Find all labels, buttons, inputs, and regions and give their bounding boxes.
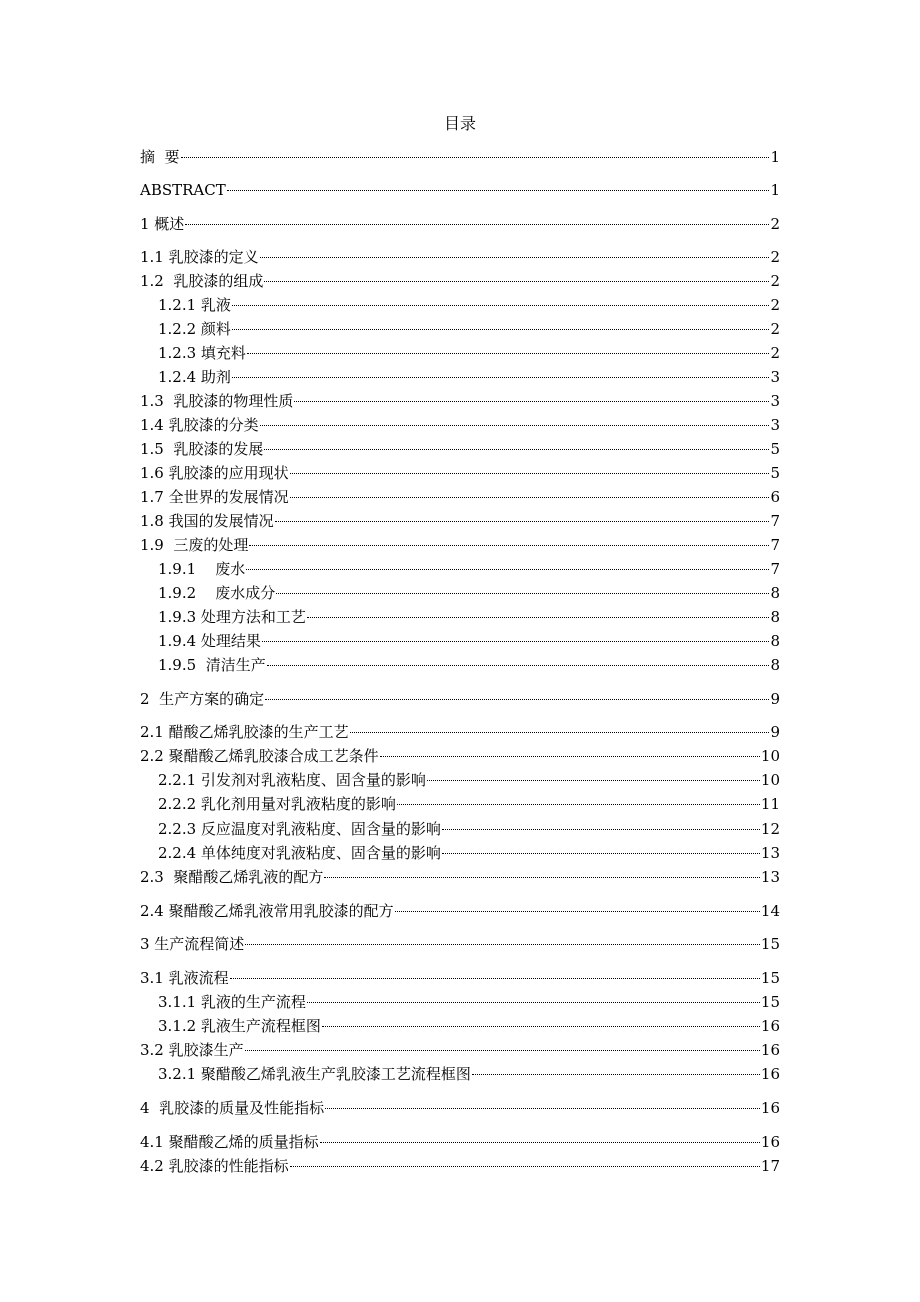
toc-entry[interactable] [158,1063,780,1085]
toc-entry[interactable] [158,654,780,676]
toc-entry[interactable] [140,246,780,268]
toc-page-number: 8 [770,632,780,650]
toc-entry-label: 2.4 聚醋酸乙烯乳液常用乳胶漆的配方 [140,902,394,920]
toc-page-number: 9 [770,723,780,741]
toc-dot-leader [322,1026,760,1027]
toc-entry[interactable] [140,1155,780,1177]
toc-entry-label: 1.9.1 废水 [158,560,246,578]
toc-entry-label: 摘 要 [140,148,180,166]
toc-dot-leader [181,157,770,158]
toc-entry[interactable] [158,991,780,1013]
toc-entry[interactable] [158,630,780,652]
toc-entry[interactable] [158,582,780,604]
toc-page-number: 10 [760,771,780,789]
toc-entry-label: 4.1 聚醋酸乙烯的质量指标 [140,1133,319,1151]
toc-page-number: 2 [770,296,780,314]
toc-dot-leader [265,699,769,700]
toc-dot-leader [245,1050,760,1051]
toc-entry-label: 1.9.3 处理方法和工艺 [158,608,306,626]
toc-entry[interactable] [140,510,780,532]
toc-entry[interactable] [140,462,780,484]
toc-dot-leader [307,617,770,618]
toc-page-number: 13 [760,868,780,886]
toc-dot-leader [275,521,770,522]
toc-page-number: 5 [770,464,780,482]
toc-entry-label: 1.2.3 填充料 [158,344,246,362]
toc-entry-label: 3.1 乳液流程 [140,969,229,987]
toc-entry[interactable] [140,534,780,556]
toc-page-number: 16 [760,1099,780,1117]
toc-entry-label: ABSTRACT [140,181,226,199]
toc-dot-leader [290,473,770,474]
toc-entry-label: 1.1 乳胶漆的定义 [140,248,259,266]
toc-entry-label: 1.2.1 乳液 [158,296,231,314]
toc-page-number: 11 [760,795,780,813]
toc-entry-label: 1.2 乳胶漆的组成 [140,272,264,290]
toc-dot-leader [260,257,770,258]
toc-entry-label: 3.2.1 聚醋酸乙烯乳液生产乳胶漆工艺流程框图 [158,1065,471,1083]
toc-page-number: 16 [760,1041,780,1059]
toc-dot-leader [264,281,769,282]
toc-page-number: 9 [770,690,780,708]
toc-entry-label: 1.9.2 废水成分 [158,584,276,602]
toc-entry-label: 1.5 乳胶漆的发展 [140,440,264,458]
toc-entry[interactable] [158,793,780,815]
toc-entry[interactable] [158,769,780,791]
toc-entry-label: 1.4 乳胶漆的分类 [140,416,259,434]
toc-entry[interactable] [158,342,780,364]
toc-entry[interactable] [158,842,780,864]
toc-dot-leader [325,1108,760,1109]
toc-entry-label: 3 生产流程简述 [140,935,245,953]
toc-entry-label: 1.9.5 清洁生产 [158,656,266,674]
toc-entry[interactable] [140,414,780,436]
toc-entry[interactable] [140,745,780,767]
toc-page-number: 2 [770,248,780,266]
toc-dot-leader [232,377,770,378]
toc-entry[interactable] [158,1015,780,1037]
toc-dot-leader [232,305,770,306]
toc-dot-leader [442,829,760,830]
toc-page-number: 15 [760,935,780,953]
toc-dot-leader [246,569,769,570]
toc-entry[interactable] [140,967,780,989]
toc-dot-leader [442,853,760,854]
toc-page-number: 13 [760,844,780,862]
toc-dot-leader [307,1002,760,1003]
toc-entry-label: 1 概述 [140,215,185,233]
toc-dot-leader [267,665,770,666]
toc-dot-leader [185,224,769,225]
toc-page-number: 3 [770,392,780,410]
toc-page-number: 8 [770,656,780,674]
toc-dot-leader [245,944,760,945]
toc-page-number: 16 [760,1065,780,1083]
toc-page-number: 2 [770,272,780,290]
toc-title: 目录 [443,114,476,133]
toc-dot-leader [232,329,770,330]
toc-entry[interactable] [140,1097,780,1119]
toc-entry-label: 1.2.4 助剂 [158,368,231,386]
toc-entry-label: 3.2 乳胶漆生产 [140,1041,244,1059]
toc-entry-label: 1.6 乳胶漆的应用现状 [140,464,289,482]
toc-page-number: 1 [770,148,780,166]
toc-dot-leader [320,1142,760,1143]
toc-dot-leader [472,1074,760,1075]
toc-dot-leader [294,401,769,402]
toc-page-number: 14 [760,902,780,920]
toc-dot-leader [247,353,770,354]
toc-dot-leader [395,911,760,912]
toc-dot-leader [249,545,769,546]
toc-page-number: 12 [760,820,780,838]
toc-dot-leader [262,641,770,642]
toc-page-number: 8 [770,584,780,602]
toc-dot-leader [276,593,769,594]
toc-page-number: 6 [770,488,780,506]
toc-entry[interactable] [140,438,780,460]
toc-page-number: 1 [770,181,780,199]
toc-entry-label: 2.2.4 单体纯度对乳液粘度、固含量的影响 [158,844,441,862]
toc-dot-leader [397,804,760,805]
toc-entry-label: 1.8 我国的发展情况 [140,512,274,530]
toc-entry-label: 3.1.2 乳液生产流程框图 [158,1017,321,1035]
toc-entry-label: 1.9.4 处理结果 [158,632,261,650]
toc-page-number: 16 [760,1017,780,1035]
toc-dot-leader [260,425,770,426]
toc-entry-label: 2.2 聚醋酸乙烯乳胶漆合成工艺条件 [140,747,379,765]
toc-page-number: 16 [760,1133,780,1151]
toc-entry-label: 4.2 乳胶漆的性能指标 [140,1157,289,1175]
toc-entry[interactable] [140,179,780,201]
toc-entry[interactable] [158,818,780,840]
toc-entry[interactable] [140,1039,780,1061]
toc-page-number: 3 [770,368,780,386]
toc-entry-label: 2 生产方案的确定 [140,690,265,708]
toc-entry[interactable] [140,933,780,955]
toc-page-number: 8 [770,608,780,626]
toc-dot-leader [290,497,770,498]
toc-page-number: 15 [760,969,780,987]
toc-entry[interactable] [158,558,780,580]
toc-entry[interactable] [140,486,780,508]
toc-entry[interactable] [140,688,780,710]
toc-page-number: 3 [770,416,780,434]
toc-entry[interactable] [158,606,780,628]
toc-page-number: 10 [760,747,780,765]
toc-entry[interactable] [158,294,780,316]
toc-page-number: 7 [770,560,780,578]
toc-dot-leader [230,978,760,979]
toc-entry-label: 4 乳胶漆的质量及性能指标 [140,1099,325,1117]
toc-entry-label: 3.1.1 乳液的生产流程 [158,993,306,1011]
toc-entry-label: 1.3 乳胶漆的物理性质 [140,392,294,410]
toc-entry[interactable] [158,366,780,388]
toc-entry-label: 1.7 全世界的发展情况 [140,488,289,506]
toc-dot-leader [227,190,770,191]
toc-page-number: 7 [770,512,780,530]
toc-entry-label: 2.3 聚醋酸乙烯乳液的配方 [140,868,324,886]
toc-dot-leader [324,877,760,878]
toc-entry[interactable] [140,146,780,168]
toc-entry-label: 2.2.2 乳化剂用量对乳液粘度的影响 [158,795,396,813]
toc-dot-leader [264,449,769,450]
toc-entry[interactable] [158,318,780,340]
toc-dot-leader [290,1166,760,1167]
toc-page-number: 2 [770,320,780,338]
toc-entry[interactable] [140,900,780,922]
toc-entry[interactable] [140,390,780,412]
toc-page-number: 15 [760,993,780,1011]
toc-dot-leader [427,780,760,781]
toc-entry-label: 2.2.1 引发剂对乳液粘度、固含量的影响 [158,771,426,789]
toc-entry-label: 2.2.3 反应温度对乳液粘度、固含量的影响 [158,820,441,838]
toc-entry[interactable] [140,213,780,235]
toc-page-number: 5 [770,440,780,458]
toc-entry[interactable] [140,866,780,888]
toc-page-number: 2 [770,344,780,362]
toc-dot-leader [380,756,760,757]
toc-dot-leader [350,732,770,733]
toc-entry-label: 1.9 三废的处理 [140,536,249,554]
toc-page-number: 2 [770,215,780,233]
toc-page-number: 7 [770,536,780,554]
toc-entry-label: 2.1 醋酸乙烯乳胶漆的生产工艺 [140,723,349,741]
toc-entry[interactable] [140,270,780,292]
toc-entry-label: 1.2.2 颜料 [158,320,231,338]
toc-page-number: 17 [760,1157,780,1175]
toc-entry[interactable] [140,1131,780,1153]
toc-entry[interactable] [140,721,780,743]
